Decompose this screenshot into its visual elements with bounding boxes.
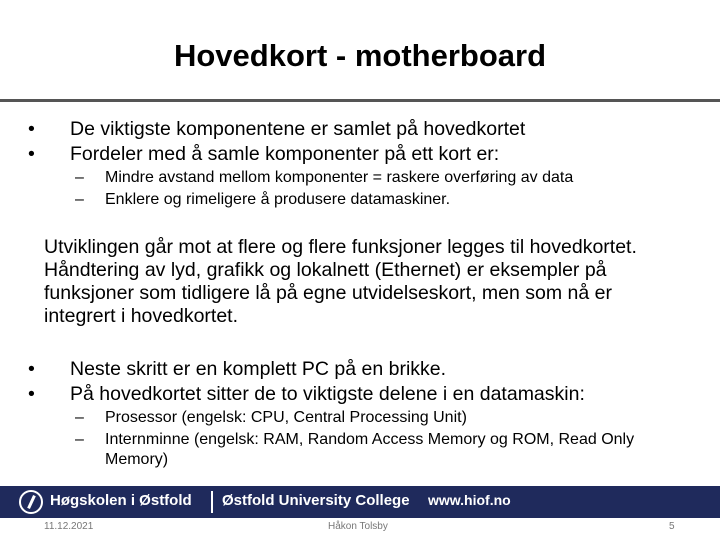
subbullet-marker: – [75,431,84,448]
body-paragraph [44,236,704,328]
bullet-marker: • [28,358,35,380]
subbullet-text: Mindre avstand mellom komponenter = raskere overføring av data [105,169,574,186]
slide-date: 11.12.2021 [44,521,94,532]
slide-number: 5 [669,521,675,532]
paragraph-line: integrert i hovedkortet. [44,305,239,327]
slide-title: Hovedkort - motherboard [173,38,547,73]
school-name-en: Østfold University College [222,492,410,509]
subbullet-text: Internminne (engelsk: RAM, Random Access Memory og ROM, Read Only [105,431,635,448]
subbullet-marker: – [75,409,84,426]
subbullet-marker: – [75,169,84,186]
bullet-marker: • [28,383,35,405]
subbullet-continuation [105,449,168,470]
bullet-text: Fordeler med å samle komponenter på ett kort er: [70,143,500,165]
paragraph-line: Utviklingen går mot at flere og flere funksjoner legges til hovedkortet. [44,236,637,258]
subbullet-text: Enklere og rimeligere å produsere datamaskiner. [105,191,451,208]
bullet-marker: • [28,143,35,165]
slide-author: Håkon Tolsby [328,521,388,532]
bullet-text: Neste skritt er en komplett PC på en brikke. [70,358,447,380]
website-link[interactable]: www.hiof.no [428,492,511,508]
subbullet-marker: – [75,191,84,208]
bullet-text: På hovedkortet sitter de to viktigste delene i en datamaskin: [70,383,585,405]
paragraph-line: funksjoner som tidligere lå på egne utvidelseskort, men som nå er [44,282,612,304]
title-divider [0,99,720,102]
paragraph-line: Håndtering av lyd, grafikk og lokalnett (Ethernet) er eksempler på [44,259,607,281]
hiof-logo-icon [19,490,43,514]
subbullet-text: Memory) [105,451,169,468]
bullet-marker: • [28,118,35,140]
school-name-no: Høgskolen i Østfold [50,492,192,509]
footer-separator [211,491,213,513]
subbullet-text: Prosessor (engelsk: CPU, Central Processing Unit) [105,409,467,426]
bullet-text: De viktigste komponentene er samlet på hovedkortet [70,118,526,140]
